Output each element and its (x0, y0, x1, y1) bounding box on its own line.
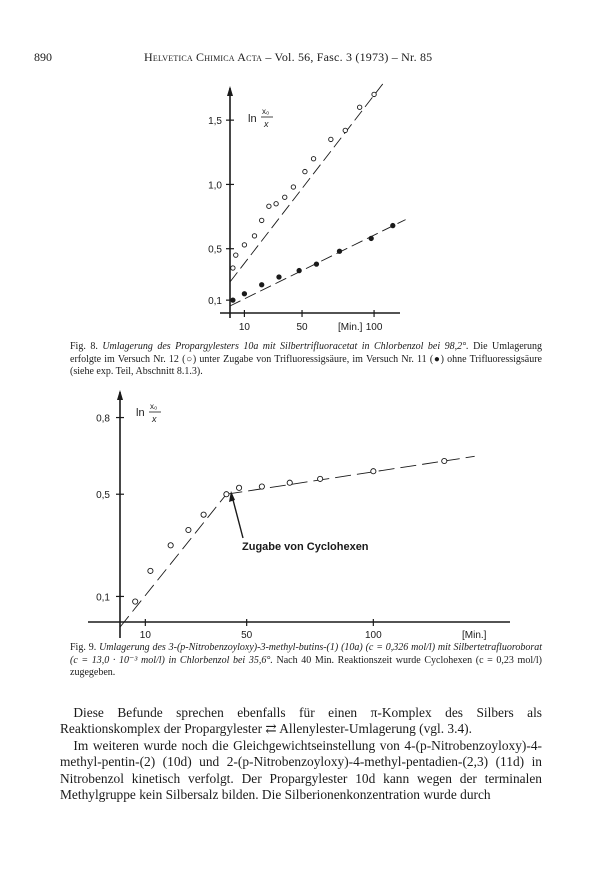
open-circle-icon: ○ (185, 353, 193, 365)
fig8-ylabel-num: x₀ (262, 107, 270, 116)
fig9-open-point (201, 512, 206, 517)
fig9-ylabel-num: x₀ (150, 402, 158, 411)
fig8-filled-point (369, 236, 373, 240)
fig8-ylabel-den: x (264, 119, 269, 129)
fig9-open-point (287, 480, 292, 485)
paragraph-1-b: π-Komplex des Silbers als Reaktionskomplex der Propargylester ⇄ Allenylester-Umlagerung (vgl. 3.4). (60, 705, 542, 737)
figure-8-caption (70, 341, 542, 379)
fig8-y-arrow (227, 86, 233, 96)
fig8-filled-point (259, 283, 263, 287)
fig8-ytick-label: 1,0 (208, 180, 222, 192)
fig8-filled-point (297, 268, 301, 272)
fig8-open-point (231, 266, 235, 270)
fig8-caption-text-3: ) ohne Trifluoressigsäure (siehe exp. Teil, Abschnitt 8.1.3). (70, 353, 542, 377)
fig9-open-point (133, 599, 138, 604)
fig9-y-label (136, 402, 161, 424)
fig8-x-unit: [Min.] (338, 322, 363, 333)
fig8-open-point (242, 243, 246, 247)
fig8-open-point (252, 234, 256, 238)
paragraph-2-text: Im weiteren wurde noch die Gleichgewichtseinstellung von 4-(p-Nitrobenzoyloxy)-4-methyl-pentin-(2) (10d) und 2-(p-Nitrobenzoyloxy)-4-methyl-pentadien-(2,3) (11d) in Nitrobenzol kinetisch verfolgt. Der Propargylester 10d kann wegen der terminalen Methylgruppe kein Silbersalz bilden. Die Silberionenkonzentration wurde durch (60, 737, 542, 803)
page-number: 890 (34, 50, 52, 64)
fig8-filled-point (314, 262, 318, 266)
journal-volume: – Vol. 56, Fasc. 3 (1973) – Nr. 85 (265, 50, 433, 64)
fig9-open-point (186, 527, 191, 532)
fig8-ytick-label: 1,5 (208, 116, 222, 128)
fig8-filled-point (277, 275, 281, 279)
fig9-y-arrow (117, 390, 123, 400)
fig8-caption-title: Umlagerung des Propargylesters 10a mit Silbertrifluoracetat in Chlorbenzol bei 98,2°. (102, 341, 469, 352)
fig9-ylabel-ln: ln (136, 407, 145, 419)
running-header (34, 50, 564, 66)
fig8-open-point (311, 157, 315, 161)
fig8-series-1-line (230, 81, 385, 282)
fig8-open-point (234, 253, 238, 257)
fig8-filled-point (337, 249, 341, 253)
fig9-caption-title: Umlagerung des 3-(p-Nitrobenzoyloxy)-3-methyl-butins-(1) (10a) (c = 0,326 mol/l) mit Silbertetrafluoroborat (c = 13,0 · 10⁻³ mol/l) in Chlorbenzol bei 35,6°. (70, 642, 543, 666)
paragraph-2 (60, 738, 542, 804)
fig8-xtick-label: 10 (238, 322, 250, 333)
fig8-ytick-label: 0,5 (208, 244, 222, 256)
fig8-open-point (274, 202, 278, 206)
fig9-open-point (168, 543, 173, 548)
fig9-ytick-label: 0,5 (96, 490, 110, 502)
fig8-open-point (283, 195, 287, 199)
fig8-open-point (329, 137, 333, 141)
fig8-open-point (343, 128, 347, 132)
fig9-x-unit: [Min.] (462, 630, 487, 641)
fig9-open-point (224, 492, 229, 497)
fig9-annotation-arrow (232, 496, 243, 538)
fig8-open-point (357, 105, 361, 109)
paragraph-1 (60, 705, 542, 738)
journal-name: Helvetica Chimica Acta (144, 50, 263, 64)
fig8-open-point (291, 185, 295, 189)
fig9-open-point (371, 469, 376, 474)
fig9-xtick-label: 10 (139, 630, 151, 641)
paragraph-1-a: Diese Befunde sprechen ebenfalls für einen (73, 705, 371, 720)
figure-9-caption (70, 642, 542, 680)
figure-8-chart (0, 80, 600, 340)
fig9-annotation-text: Zugabe von Cyclohexen (242, 541, 369, 553)
fig8-filled-point (231, 298, 235, 302)
fig8-filled-point (391, 223, 395, 227)
fig8-caption-text-1: Die Umlagerung erfolgte im Versuch Nr. 12 ( (70, 341, 543, 365)
fig9-ytick-label: 0,8 (96, 413, 110, 425)
fig8-caption-text-2: ) unter Zugabe von Trifluoressigsäure, im Versuch Nr. 11 ( (192, 353, 434, 365)
body-text (60, 705, 542, 803)
fig9-annotation (229, 491, 369, 553)
fig9-rise-line (120, 494, 226, 627)
fig8-open-point (372, 92, 376, 96)
fig8-open-point (303, 169, 307, 173)
journal-title (144, 50, 432, 65)
filled-circle-icon: ● (433, 353, 441, 365)
fig9-open-point (259, 484, 264, 489)
fig8-xtick-label: 100 (365, 322, 383, 333)
fig9-open-point (148, 568, 153, 573)
fig9-xtick-label: 100 (364, 630, 382, 641)
fig8-open-point (259, 218, 263, 222)
fig9-open-point (318, 476, 323, 481)
fig8-filled-point (242, 292, 246, 296)
fig9-caption-text: Nach 40 Min. Reaktionszeit wurde Cyclohexen (c = 0,23 mol/l) zugegeben. (70, 654, 543, 678)
figure-9-chart (0, 388, 600, 646)
fig9-caption-label: Fig. 9. (70, 642, 97, 653)
fig9-xtick-label: 50 (241, 630, 253, 641)
fig9-axes (88, 390, 510, 638)
fig8-open-point (267, 204, 271, 208)
fig8-ylabel-ln: ln (248, 113, 257, 125)
fig9-open-point (442, 458, 447, 463)
fig9-open-point (236, 485, 241, 490)
fig8-caption-label: Fig. 8. (70, 341, 98, 352)
fig9-ytick-label: 0,1 (96, 592, 110, 604)
fig8-axes (220, 86, 400, 318)
fig8-xtick-label: 50 (296, 322, 308, 333)
fig8-ytick-label: 0,1 (208, 296, 222, 308)
fig9-ylabel-den: x (152, 414, 157, 424)
fig8-y-label (248, 107, 273, 129)
